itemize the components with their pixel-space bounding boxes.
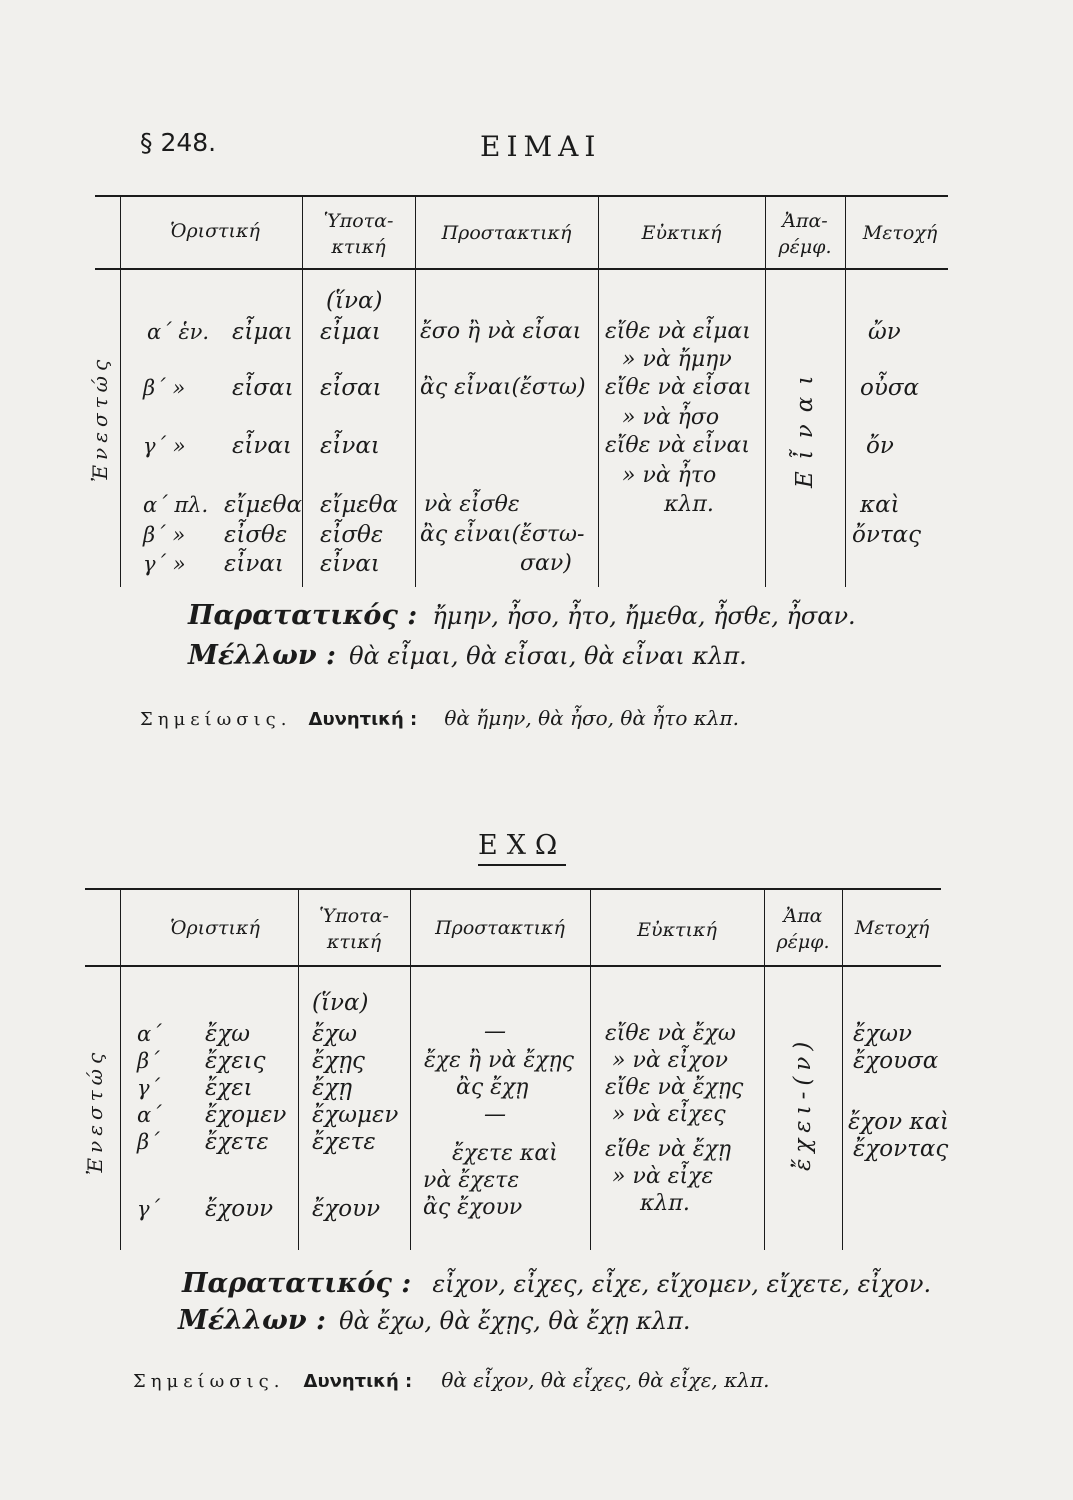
- ypotaktiki-ina: (ἵνα): [312, 990, 369, 1016]
- oristiki-form: ἔχουν: [205, 1196, 274, 1222]
- metochi-form: ὄν: [866, 433, 894, 459]
- oristiki-form: εἶμαι: [232, 319, 293, 345]
- person: γ΄: [137, 1076, 161, 1100]
- euktiki-form: εἴθε νὰ εἶναι: [605, 433, 750, 458]
- metochi-form: καὶ: [860, 492, 900, 518]
- ypotaktiki-form: ἔχῃς: [312, 1048, 365, 1074]
- ypotaktiki-ina: (ἵνα): [326, 288, 383, 314]
- ypotaktiki-form: εἶμαι: [320, 319, 381, 345]
- mellon-forms: θὰ ἔχω, θὰ ἔχῃς, θὰ ἔχῃ κλπ.: [339, 1307, 691, 1335]
- paratatikos-label: Παρατατικός :: [188, 600, 418, 631]
- dynitiki-forms: θὰ εἶχον, θὰ εἶχες, θὰ εἶχε, κλπ.: [441, 1368, 770, 1392]
- mellon-label: Μέλλων :: [188, 640, 336, 671]
- aparemfato-echei: ἔχει-(ν): [790, 1035, 816, 1171]
- header-metochi: Μετοχή: [862, 222, 938, 244]
- person: β΄: [137, 1049, 160, 1073]
- header-aparemfato-2: ρέμφ.: [776, 931, 830, 953]
- euktiki-form: » νὰ ἦσο: [622, 405, 720, 430]
- euktiki-form: εἴθε νὰ ἔχῃ: [605, 1137, 732, 1162]
- echo-paratatikos: [182, 1268, 931, 1299]
- person: γ΄ »: [143, 434, 186, 458]
- paratatikos-forms: εἶχον, εἶχες, εἶχε, εἴχομεν, εἴχετε, εἶχον.: [432, 1270, 932, 1298]
- euktiki-form: » νὰ εἶχε: [612, 1164, 714, 1189]
- metochi-form: ἔχον καὶ: [848, 1109, 950, 1135]
- prostaktiki-form: νὰ εἶσθε: [424, 492, 520, 517]
- prostaktiki-form: —: [484, 1102, 506, 1127]
- header-aparemfato-1: Ἀπα-: [782, 210, 828, 232]
- prostaktiki-form: ἂς εἶναι(ἔστω-: [420, 522, 585, 547]
- person: γ΄: [137, 1197, 161, 1221]
- header-ypotaktiki-1: Ὑποτα-: [319, 905, 389, 927]
- header-aparemfato-1: Ἀπα: [783, 905, 823, 927]
- oristiki-form: εἶναι: [224, 551, 284, 577]
- note-label: Σημείωσις.: [133, 1371, 285, 1392]
- echo-title: ΕΧΩ: [478, 830, 567, 861]
- oristiki-form: ἔχεις: [205, 1048, 266, 1074]
- euktiki-form: » νὰ ἦτο: [622, 463, 717, 488]
- header-prostaktiki: Προστακτική: [435, 917, 565, 939]
- oristiki-form: εἶσαι: [232, 375, 294, 401]
- paratatikos-label: Παρατατικός :: [182, 1268, 412, 1299]
- oristiki-form: ἔχομεν: [205, 1102, 287, 1128]
- person: α΄ ἑν.: [147, 320, 210, 344]
- euktiki-form: κλπ.: [640, 1191, 690, 1216]
- euktiki-form: εἴθε νὰ ἔχω: [605, 1021, 736, 1046]
- mellon-label: Μέλλων :: [178, 1305, 326, 1336]
- ypotaktiki-form: ἔχω: [312, 1021, 358, 1047]
- person: γ΄ »: [143, 552, 186, 576]
- section-number: § 248.: [140, 128, 217, 157]
- ypotaktiki-form: ἔχετε: [312, 1129, 376, 1155]
- dynitiki-label: Δυνητική :: [303, 1371, 413, 1392]
- header-oristiki: Ὁριστική: [170, 220, 260, 242]
- eimai-note: [140, 706, 739, 730]
- oristiki-form: εἴμεθα: [224, 492, 303, 518]
- prostaktiki-form: —: [484, 1019, 506, 1044]
- euktiki-form: » νὰ ἤμην: [622, 347, 732, 372]
- ypotaktiki-form: ἔχωμεν: [312, 1102, 399, 1128]
- ypotaktiki-form: εἴμεθα: [320, 492, 399, 518]
- euktiki-form: » νὰ εἶχον: [612, 1048, 729, 1073]
- header-prostaktiki: Προστακτική: [441, 222, 572, 244]
- prostaktiki-form: σαν): [520, 551, 572, 576]
- person: α΄: [137, 1022, 162, 1046]
- prostaktiki-form: ἔχετε καὶ: [452, 1141, 558, 1166]
- header-euktiki: Εὐκτική: [641, 222, 722, 244]
- ypotaktiki-form: εἶσαι: [320, 375, 382, 401]
- note-label: Σημείωσις.: [140, 709, 292, 730]
- header-ypotaktiki-1: Ὑποτα-: [323, 210, 394, 232]
- metochi-form: ὤν: [868, 319, 901, 345]
- header-ypotaktiki-2: κτική: [331, 236, 386, 258]
- dynitiki-forms: θὰ ἤμην, θὰ ἦσο, θὰ ἦτο κλπ.: [444, 706, 740, 730]
- prostaktiki-form: ἔσο ἢ νὰ εἶσαι: [420, 319, 582, 344]
- metochi-form: ἔχουσα: [853, 1048, 939, 1074]
- eimai-paratatikos: [188, 600, 856, 631]
- eimai-title: ΕΙΜΑΙ: [480, 130, 602, 163]
- person: β΄ »: [143, 376, 186, 400]
- metochi-form: ἔχων: [853, 1021, 913, 1047]
- prostaktiki-form: ἂς ἔχουν: [423, 1195, 523, 1220]
- header-euktiki: Εὐκτική: [637, 919, 717, 941]
- prostaktiki-form: ἔχε ἢ νὰ ἔχῃς: [424, 1048, 574, 1073]
- metochi-form: ὄντας: [852, 522, 921, 548]
- header-ypotaktiki-2: κτική: [326, 931, 382, 953]
- header-oristiki: Ὁριστική: [170, 917, 260, 939]
- euktiki-form: εἴθε νὰ εἶσαι: [605, 375, 752, 400]
- person: α΄: [137, 1103, 162, 1127]
- euktiki-form: κλπ.: [664, 492, 714, 517]
- aparemfato-einai: Εἶναι: [792, 363, 818, 488]
- oristiki-form: ἔχω: [205, 1021, 251, 1047]
- header-metochi: Μετοχή: [854, 917, 930, 939]
- mellon-forms: θὰ εἶμαι, θὰ εἶσαι, θὰ εἶναι κλπ.: [349, 642, 747, 670]
- ypotaktiki-form: εἶναι: [320, 433, 380, 459]
- metochi-form: οὖσα: [860, 375, 920, 401]
- oristiki-form: εἶσθε: [224, 522, 288, 548]
- side-label-enestos: Ἐνεστώς: [88, 354, 112, 482]
- dynitiki-label: Δυνητική :: [308, 709, 418, 730]
- eimai-mellon: [188, 640, 747, 671]
- euktiki-form: » νὰ εἶχες: [612, 1102, 726, 1127]
- prostaktiki-form: ἂς ἔχῃ: [456, 1075, 529, 1100]
- oristiki-form: ἔχετε: [205, 1129, 269, 1155]
- oristiki-form: εἶναι: [232, 433, 292, 459]
- side-label-enestos: Ἐνεστώς: [83, 1047, 107, 1175]
- prostaktiki-form: ἂς εἶναι(ἔστω): [420, 375, 586, 400]
- ypotaktiki-form: εἶσθε: [320, 522, 384, 548]
- person: β΄: [137, 1130, 160, 1154]
- ypotaktiki-form: ἔχουν: [312, 1196, 381, 1222]
- paratatikos-forms: ἤμην, ἦσο, ἦτο, ἤμεθα, ἦσθε, ἦσαν.: [432, 602, 856, 630]
- person: α΄ πλ.: [143, 493, 209, 517]
- euktiki-form: εἴθε νὰ ἔχῃς: [605, 1075, 744, 1100]
- euktiki-form: εἴθε νὰ εἶμαι: [605, 319, 751, 344]
- ypotaktiki-form: ἔχῃ: [312, 1075, 353, 1101]
- echo-mellon: [178, 1305, 690, 1336]
- oristiki-form: ἔχει: [205, 1075, 253, 1101]
- prostaktiki-form: νὰ ἔχετε: [423, 1168, 520, 1193]
- metochi-form: ἔχοντας: [853, 1136, 949, 1162]
- header-aparemfato-2: ρέμφ.: [778, 236, 832, 258]
- echo-note: [133, 1368, 769, 1392]
- person: β΄ »: [143, 523, 186, 547]
- ypotaktiki-form: εἶναι: [320, 551, 380, 577]
